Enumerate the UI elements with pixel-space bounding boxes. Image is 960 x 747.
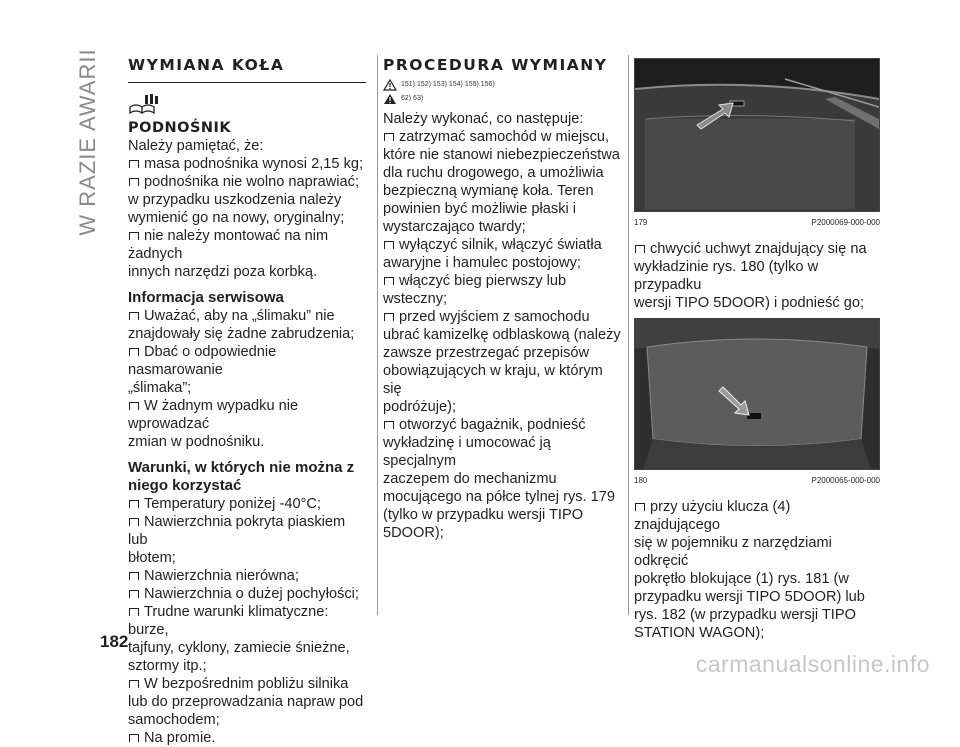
list-item-continuation: zaczepem do mechanizmu (383, 471, 557, 487)
list-item-continuation: dla ruchu drogowego, a umożliwia (383, 165, 604, 181)
figure-code: P2000069-000-000 (811, 218, 880, 227)
list-item-continuation: rys. 182 (w przypadku wersji TIPO (634, 607, 856, 623)
column-wheel-change (128, 56, 366, 747)
list-item: włączyć bieg pierwszy lub wsteczny; (383, 272, 623, 308)
list-item-continuation: obowiązujących w kraju, w którym się (383, 363, 603, 397)
column-figures (634, 58, 880, 642)
list-item: Uważać, aby na „ślimaku” nie (128, 307, 366, 325)
conditions-title: niego korzystać (128, 477, 242, 494)
list-item-continuation: wykładzinę i umocować ją specjalnym (383, 435, 551, 469)
section-side-tab (72, 48, 104, 236)
column-divider (628, 55, 629, 615)
figure-180-caption (634, 472, 880, 490)
caution-refs-text: 62) 63) (401, 95, 424, 102)
list-item-continuation: powinien być możliwie płaski i (383, 201, 577, 217)
list-item-continuation: błotem; (128, 550, 176, 566)
list-item-continuation: ubrać kamizelkę odblaskową (należy (383, 327, 621, 343)
list-item: Temperatury poniżej -40°C; (128, 495, 366, 513)
caution-refs (383, 92, 623, 106)
figure-179-caption (634, 214, 880, 232)
list-item-continuation: zmian w podnośniku. (128, 434, 265, 450)
list-item: W bezpośrednim pobliżu silnika (128, 675, 366, 693)
list-item: Na promie. (128, 729, 366, 747)
list-item-continuation: (tylko w przypadku wersji TIPO (383, 507, 584, 523)
list-item: Trudne warunki klimatyczne: burze, (128, 603, 366, 639)
section-title: WYMIANA KOŁA (128, 56, 285, 74)
section-title: PROCEDURA WYMIANY (383, 56, 608, 74)
list-item: Nawierzchnia pokryta piaskiem lub (128, 513, 366, 549)
list-item-continuation: zawsze przestrzegać przepisów (383, 345, 590, 361)
list-item-continuation: przypadku wersji TIPO 5DOOR) lub (634, 589, 865, 605)
list-item-continuation: pokrętło blokujące (1) rys. 181 (w (634, 571, 849, 587)
list-item-continuation: STATION WAGON); (634, 625, 765, 641)
figure-179-image (634, 58, 880, 212)
list-item: zatrzymać samochód w miejscu, (383, 128, 623, 146)
list-item: W żadnym wypadku nie wprowadzać (128, 397, 366, 433)
list-item: Nawierzchnia nierówna; (128, 567, 366, 585)
watermark: carmanualsonline.info (695, 651, 930, 677)
intro-text: Należy pamiętać, że: (128, 138, 264, 154)
list-item-continuation: w przypadku uszkodzenia należy (128, 192, 342, 208)
column-procedure (383, 56, 623, 542)
manual-book-icon (128, 93, 160, 115)
list-item: chwycić uchwyt znajdujący się na (634, 240, 880, 258)
subsection-title: PODNOŚNIK (128, 120, 232, 136)
list-item-continuation: awaryjne i hamulec postojowy; (383, 255, 581, 271)
caution-triangle-icon (383, 93, 397, 105)
list-item-continuation: „ślimaka”; (128, 380, 192, 396)
figure-number: 179 (634, 218, 648, 227)
list-item-continuation: sztormy itp.; (128, 658, 207, 674)
list-item: Dbać o odpowiednie nasmarowanie (128, 343, 366, 379)
figure-180-image (634, 318, 880, 470)
list-item: przy użyciu klucza (4) znajdującego (634, 498, 880, 534)
list-item-continuation: tajfuny, cyklony, zamiecie śnieżne, (128, 640, 350, 656)
list-item: wyłączyć silnik, włączyć światła (383, 236, 623, 254)
list-item: otworzyć bagażnik, podnieść (383, 416, 623, 434)
list-item: podnośnika nie wolno naprawiać; (128, 173, 366, 191)
list-item-continuation: mocującego na półce tylnej rys. 179 (383, 489, 616, 505)
service-info-title: Informacja serwisowa (128, 289, 284, 306)
title-rule (128, 82, 366, 83)
page-number: 182 (100, 632, 129, 651)
list-item: masa podnośnika wynosi 2,15 kg; (128, 155, 366, 173)
warning-triangle-icon (383, 79, 397, 91)
list-item-continuation: wystarczająco twardy; (383, 219, 526, 235)
list-item: przed wyjściem z samochodu (383, 308, 623, 326)
column-divider (377, 55, 378, 615)
manual-icon-row (128, 89, 366, 119)
list-item-continuation: innych narzędzi poza korbką. (128, 264, 318, 280)
intro-text: Należy wykonać, co następuje: (383, 111, 584, 127)
figure-number: 180 (634, 476, 648, 485)
list-item: nie należy montować na nim żadnych (128, 227, 366, 263)
conditions-title: Warunki, w których nie można z (128, 459, 355, 476)
trunk-floor-illustration (635, 319, 879, 469)
list-item: Nawierzchnia o dużej pochyłości; (128, 585, 366, 603)
trunk-lid-illustration (635, 59, 879, 211)
list-item-continuation: 5DOOR); (383, 525, 444, 541)
section-side-tab-label: W RAZIE AWARII (75, 48, 100, 236)
list-item-continuation: podróżuje); (383, 399, 457, 415)
list-item-continuation: się w pojemniku z narzędziami odkręcić (634, 535, 832, 569)
list-item-continuation: które nie stanowi niebezpieczeństwa (383, 147, 620, 163)
list-item-continuation: bezpieczną wymianę koła. Teren (383, 183, 594, 199)
figure-code: P2000065-000-000 (811, 476, 880, 485)
warning-refs-text: 151) 152) 153) 154) 155) 156) (401, 81, 495, 88)
list-item-continuation: wersji TIPO 5DOOR) i podnieść go; (634, 295, 865, 311)
list-item-continuation: znajdowały się żadne zabrudzenia; (128, 326, 355, 342)
list-item-continuation: lub do przeprowadzania napraw pod (128, 694, 364, 710)
list-item-continuation: wykładzinie rys. 180 (tylko w przypadku (634, 259, 819, 293)
list-item-continuation: samochodem; (128, 712, 220, 728)
list-item-continuation: wymienić go na nowy, oryginalny; (128, 210, 345, 226)
